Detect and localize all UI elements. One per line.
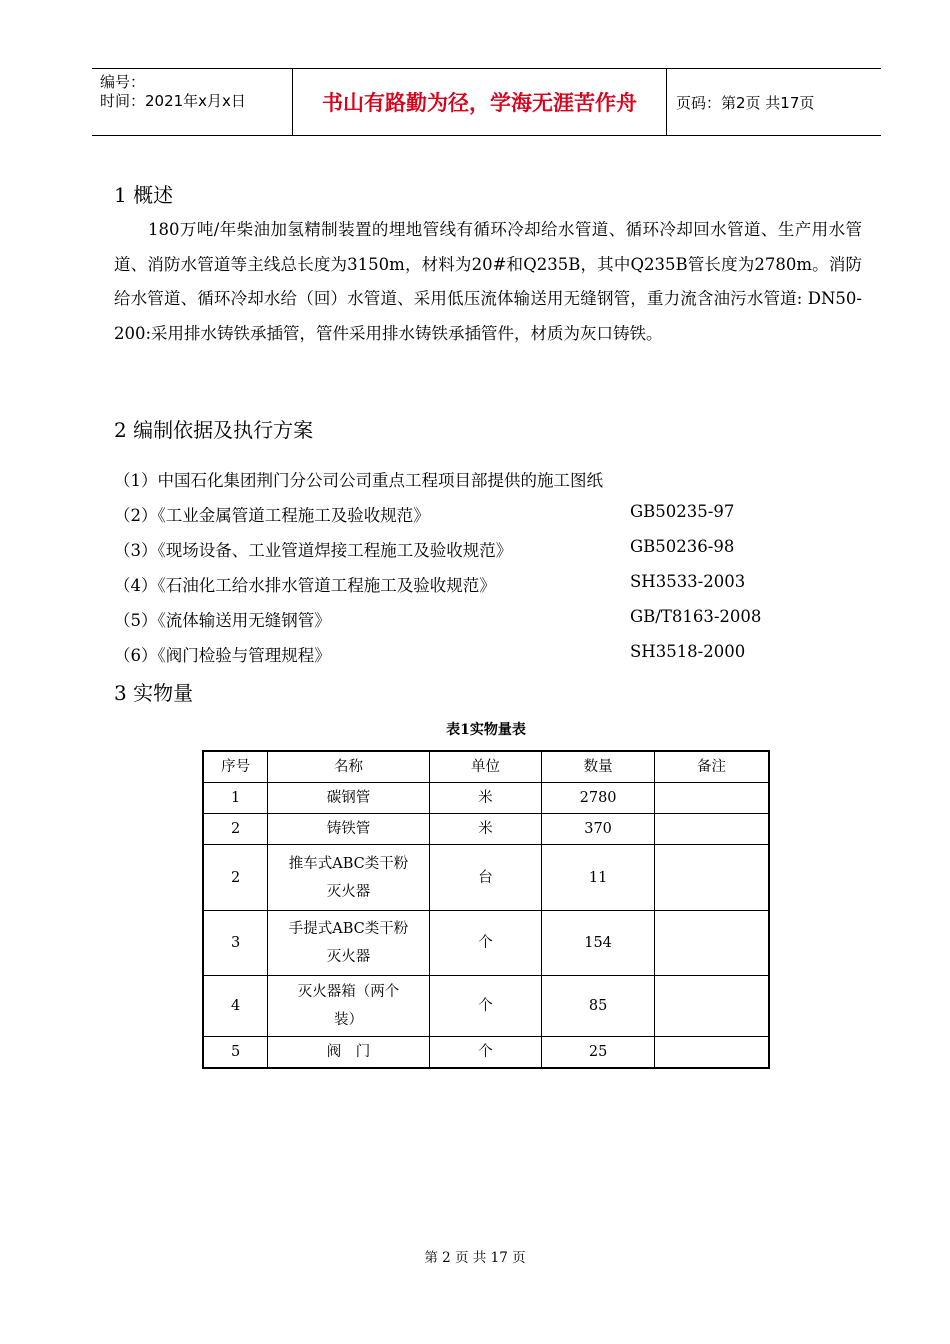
reference-title: （4）《石油化工给水排水管道工程施工及验收规范》 [114,576,496,595]
cell-name [268,976,429,1037]
reference-code: SH3533-2003 [630,572,746,591]
reference-item [114,642,814,672]
table-header-row [203,751,769,783]
header-page-cell [667,69,881,135]
table-row [203,911,769,976]
table-row [203,1037,769,1068]
cell-name-line: 铸铁管 [326,821,371,837]
page-footer: 第 2 页 共 17 页 [424,1250,526,1266]
cell-no: 2 [203,814,268,845]
cell-unit: 个 [429,911,542,976]
cell-no: 2 [203,845,268,911]
reference-item [114,467,814,497]
header-motto: 书山有路勤为径，学海无涯苦作舟 [322,91,637,115]
section-1-body [114,213,862,351]
cell-name-line: 灭火器箱（两个 [297,984,400,1000]
cell-no: 3 [203,911,268,976]
table-row [203,976,769,1037]
cell-note [654,1037,769,1068]
cell-qty: 2780 [542,783,655,814]
cell-no: 4 [203,976,268,1037]
section-1-paragraph: 180万吨/年柴油加氢精制装置的埋地管线有循环冷却给水管道、循环冷却回水管道、生产用水管道、消防水管道等主线总长度为3150m，材料为20#和Q235B，其中Q235B管长度为2780m。消防给水管道、循环冷却水给（回）水管道、采用低压流体输送用无缝钢管，重力流含油污水管道: DN50-200:采用排水铸铁承插管，管件采用排水铸铁承插管件，材质为灰口铸铁。 [114,220,862,343]
header-unit: 单位 [429,751,542,783]
cell-note [654,845,769,911]
cell-unit: 个 [429,1037,542,1068]
header-name: 名称 [268,751,429,783]
cell-name [268,1037,429,1068]
cell-no: 1 [203,783,268,814]
table-row [203,814,769,845]
header-page-info: 页码：第2页 共17页 [676,93,815,112]
table-row [203,783,769,814]
reference-title: （5）《流体输送用无缝钢管》 [114,611,331,630]
page-header [92,68,881,136]
cell-name [268,911,429,976]
cell-qty: 11 [542,845,655,911]
cell-name-line: 碳钢管 [326,790,371,806]
cell-name-line: 阀 门 [326,1043,371,1060]
serial-label: 编号： [100,73,146,91]
header-meta-cell [92,69,293,135]
reference-title: （1）中国石化集团荆门分公司公司重点工程项目部提供的施工图纸 [114,471,603,490]
cell-unit: 米 [429,814,542,845]
cell-qty: 85 [542,976,655,1037]
reference-title: （3）《现场设备、工业管道焊接工程施工及验收规范》 [114,541,513,560]
cell-unit: 个 [429,976,542,1037]
reference-code: GB50235-97 [630,502,735,521]
table-row [203,845,769,911]
section-3-title: 3 实物量 [114,681,194,705]
cell-name-line: 手提式ABC类干粉 [288,921,409,937]
reference-code: GB/T8163-2008 [630,607,762,626]
cell-name [268,845,429,911]
reference-code: SH3518-2000 [630,642,746,661]
section-1-title: 1 概述 [114,183,174,207]
cell-note [654,814,769,845]
cell-name-line: 推车式ABC类干粉 [288,855,409,872]
reference-code: GB50236-98 [630,537,735,556]
section-2-title: 2 编制依据及执行方案 [114,418,314,442]
reference-item [114,537,814,567]
cell-name-line: 装） [334,1012,363,1028]
reference-title: （6）《阀门检验与管理规程》 [114,646,331,665]
reference-title: （2）《工业金属管道工程施工及验收规范》 [114,506,430,525]
cell-qty: 154 [542,911,655,976]
reference-item [114,607,814,637]
time-label: 时间：2021年x月x日 [100,92,246,110]
cell-name [268,814,429,845]
cell-name-line: 灭火器 [326,883,371,900]
cell-unit: 台 [429,845,542,911]
table-caption: 表1实物量表 [446,722,526,738]
reference-item [114,572,814,602]
cell-note [654,976,769,1037]
header-qty: 数量 [542,751,655,783]
reference-item [114,502,814,532]
cell-note [654,783,769,814]
cell-unit: 米 [429,783,542,814]
cell-name [268,783,429,814]
quantity-table [202,750,770,1069]
cell-name-line: 灭火器 [326,949,371,965]
cell-note [654,911,769,976]
cell-qty: 370 [542,814,655,845]
header-no: 序号 [203,751,268,783]
header-motto-cell [293,69,667,135]
header-note: 备注 [654,751,769,783]
cell-no: 5 [203,1037,268,1068]
cell-qty: 25 [542,1037,655,1068]
